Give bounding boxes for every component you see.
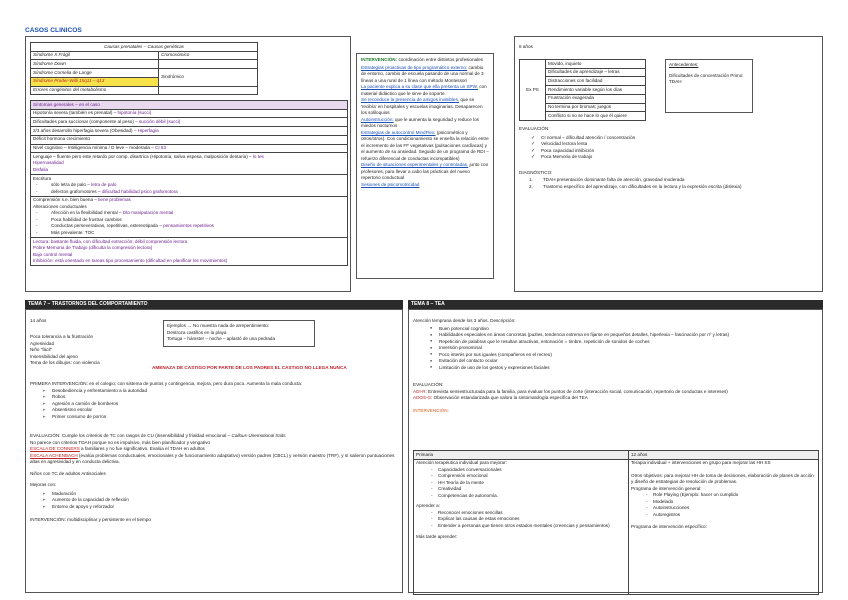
evaluacion-item: ✓ Poca capacidad inhibición bbox=[529, 148, 819, 155]
sintoma-text: Disfalia bbox=[33, 166, 49, 172]
adir-text: Entrevista semiestructurada para la familia, para evaluar los puntos de corte (interacción social, comunicación, repertorio de conductas e intereses) bbox=[426, 388, 728, 394]
sintoma-text: Déficit hormona crecimiento bbox=[33, 136, 90, 142]
alteracion-item: - Poca habilidad de frustrar cambios bbox=[33, 217, 345, 224]
diseno-label: Diseño de situaciones experimentales y controladas, bbox=[361, 162, 469, 168]
col1-item: - Competencias de autonomía. bbox=[428, 493, 626, 500]
sintoma-text: Nivel cognitivo – Inteligencia mínima / D leve – moderada – bbox=[33, 145, 156, 151]
autoinstruccion-text: que le aumenta la seguridad y reduce los miedos nocturnos bbox=[361, 116, 479, 129]
col2-item: - Modelado bbox=[643, 499, 816, 506]
eval-label: EVALUACIÓN: bbox=[30, 433, 61, 439]
alteracion-item: - Conductas perseverativas, repetitivas, estereotipada – pensamientos repetitivos bbox=[33, 223, 345, 230]
sintoma-text: Lenguaje – fluente pero este retardo por comp. disartrica (Hipotonía, saliva espesa, malposición dentaria) – bbox=[33, 153, 253, 159]
interv-label: INTERVENCIÓN: bbox=[30, 517, 66, 523]
aprender-item: - Entender a personas que tienen otros estados mentales (creencias y pensamientos) bbox=[428, 523, 626, 530]
escritura-item: - sólo letra de palo – letra de palo bbox=[33, 182, 345, 189]
adir-label: ADI-R: bbox=[413, 388, 427, 394]
autoinstruccion-label: Autoinstrucción: bbox=[361, 116, 394, 122]
aprender-item: - Reconocer emociones sencillas bbox=[428, 510, 626, 517]
col2-espec: Programa de intervención específico: bbox=[631, 524, 707, 530]
rasgo-item: Poca tolerancia a la frustración bbox=[30, 334, 94, 339]
ejemplo-line: Destroza castillos en la playa bbox=[167, 329, 227, 335]
col2-item: - Autoinstrucciones bbox=[643, 505, 816, 512]
col2-item: - Autoregistros bbox=[643, 512, 816, 519]
escritura-item: - defectos grafomotores – dificultad habilidad psico grafomotora bbox=[33, 189, 345, 196]
alteracion-item: - Más prevalente: TOC bbox=[33, 230, 345, 237]
ex-item: No termina por bromas; juegos bbox=[546, 103, 646, 112]
desc-item: ● Habilidades especiales en áreas concretas (puzles, tendencia extrema en fijarse en pequeños detalles, hiperlexia – fascinación por nº y letras) bbox=[427, 332, 819, 339]
mejora-item: ➢ Entorno de apoyo y reforzador bbox=[40, 504, 398, 511]
desc-item: ● Inversión pronominal bbox=[427, 345, 819, 352]
interv-label: INTERVENCIÓN: bbox=[413, 407, 449, 413]
page-title: CASOS CLINICOS bbox=[25, 27, 82, 34]
sintoma-highlight: hipotonía (succi) bbox=[117, 110, 152, 116]
col1-intro: Atención terapéutica individual para mejorar: bbox=[416, 460, 507, 466]
conducta-item: ➢ Desobediencia y enfrentamiento a la autoridad bbox=[40, 388, 398, 395]
causas-header: Causas prenatales – Causas genéticas bbox=[31, 43, 258, 52]
conners-text: a familiares y no fue significativo. Evalúa el TDAH en adultos bbox=[79, 446, 205, 452]
antecedentes-box bbox=[665, 59, 753, 113]
eval-text: Cumple los criterios de TC con rasgos de CU (insensibilidad y frialdad emocional – bbox=[60, 433, 232, 439]
achenbach-text: (evalúa problemas conductuales, emocionales y de funcionamiento adaptativo) versión padres (CBCL) y versión maestro (TRF), y sí salieron puntuaciones altas en agresividad y en conducta delictiva. bbox=[30, 452, 395, 465]
col-12-head: 12 años bbox=[629, 451, 819, 460]
comprension-text: Comprensión s.e. bien buena – bbox=[33, 197, 99, 203]
ex-item: Rendimiento variable según los días bbox=[546, 86, 646, 95]
ex-item: Dificultades de aprendizaje – letras bbox=[546, 68, 646, 77]
intervencion-label: INTERVENCIÓN: bbox=[361, 57, 398, 62]
alteraciones-title: Alteraciones conductuales bbox=[33, 203, 87, 209]
cromosomico-label: Cromosómico bbox=[159, 51, 258, 60]
lectura-line: Pobre Memoria de Trabajo (dificulta la compresión lectora) bbox=[33, 245, 153, 251]
conducta-item: ➢ Agresión a camión de bomberos bbox=[40, 401, 398, 408]
amigos-label: Se reconduce la presencia de amigos invisibles, bbox=[361, 97, 460, 103]
ninos-text: Niños con TC de adultos Antisociales bbox=[30, 470, 106, 476]
mejora-item: ➢ Aumento de la capacidad de reflexión bbox=[40, 497, 398, 504]
estrategias-text: cambio de entorno, cambio de escuela pasando de una normal de 3 líneas a una rural de 1 línea con método Montessori bbox=[361, 64, 484, 83]
syndrome-row-highlight: Síndrome Prader-Willi 15q11 – q13 bbox=[31, 77, 159, 86]
ados-label: ADOS-G: bbox=[413, 395, 433, 401]
conducta-item: ➢ Primer consumo de porros bbox=[40, 414, 398, 421]
diagnostico-item: 1. TDAH presentación dominante falta de atención, gravedad moderada bbox=[529, 177, 685, 183]
sintoma-highlight: Hiperfagia bbox=[137, 127, 159, 133]
sintoma-text: Hipotonía severa (también es prenatal) – bbox=[33, 110, 118, 116]
ejemplos-box bbox=[163, 320, 315, 347]
lectura-line: Inhibición: está orientado en tareas tipo procesamiento (dificultad en planificar los movimientos) bbox=[33, 258, 228, 264]
antecedentes-label: Antecedentes: bbox=[669, 62, 699, 67]
tema7-body bbox=[30, 381, 398, 524]
conducta-item: ➢ Robos bbox=[40, 394, 398, 401]
desc-item: ● Buen potencial cognitivo bbox=[427, 326, 819, 333]
syndrome-row: Síndrome X Frágil bbox=[31, 51, 159, 60]
syndrome-row: Síndrome Cornelia de Lange bbox=[31, 69, 159, 78]
sintomas-table bbox=[30, 100, 348, 266]
conducta-item: ➢ Absentismo escolar bbox=[40, 407, 398, 414]
interv-text: multidisciplinar y persistente en el tiempo bbox=[65, 517, 151, 523]
ex-label: Ex PS bbox=[520, 60, 546, 121]
syndrome-row: Errores congénitos del metabolismo bbox=[31, 86, 159, 95]
exploracion-table bbox=[519, 59, 646, 121]
col-primaria-head: Primaria bbox=[414, 451, 629, 460]
sintoma-text: Hipernasalidad bbox=[33, 160, 64, 166]
col2-intro: Terapia individual + intervenciones en grupo para mejorar las HH SS bbox=[631, 460, 771, 466]
ex-item: Movido, inquieto bbox=[546, 60, 646, 69]
syndrome-row: Síndrome Down bbox=[31, 60, 159, 69]
col1-item: - HH Teoría de la mente bbox=[428, 480, 626, 487]
evaluacion-item: ✓ CI normal – dificultad atención / concentración bbox=[529, 135, 819, 142]
tema7-rasgos bbox=[30, 334, 150, 367]
psicomotricidad-label: Sesiones de psicomotricidad bbox=[361, 181, 420, 187]
sintoma-text: Dificultades para succionar (componente al peso) – bbox=[33, 119, 139, 124]
antecedentes-text: Dificultades de concentración Primo: TDAH bbox=[669, 72, 744, 85]
eval-label: EVALUACIÓN: bbox=[413, 382, 444, 388]
sintoma-text: 2/3 años desarrollo hiperfagia severa (Obesidad) – bbox=[33, 127, 138, 133]
col1-item: - Comprensión emocional bbox=[428, 473, 626, 480]
col1-item: - Creatividad bbox=[428, 486, 626, 493]
col1-item: - Capacidades conversacionales bbox=[428, 467, 626, 474]
lectura-line: Bajo control mental bbox=[33, 251, 73, 257]
intervencion-text: coordinación entre distintos profesionales bbox=[397, 57, 483, 62]
age-label: 8 años bbox=[519, 44, 533, 49]
ejemplo-line: Ejemplos → No muestra nada de arrepentimiento: bbox=[167, 323, 270, 328]
rasgo-item: Niño "fácil" bbox=[30, 347, 53, 353]
sintoma-highlight: lo tes bbox=[252, 153, 264, 159]
mejora-item: ➢ Maduración bbox=[40, 491, 398, 498]
lectura-line: Lectura: bastante fluida, con dificultad extracción; débil comprensión lectora bbox=[33, 238, 188, 244]
sintomas-title: Síntomas generales – en el caso bbox=[31, 101, 348, 110]
conners-label: ESCALA DE CONNERS bbox=[30, 446, 80, 452]
primera-text: en el colegio; con sistema de puntos y contingencia, mejora, pero dura poco. Aumenta la mala conducta: bbox=[87, 381, 303, 386]
mindflex-text: (psicométrico y otros/otros). Con condicionamiento se enseña la relación entre el incremento de las FF vegetativas (pulsaciones cardíacas) y el aumento de su ansiedad. Seguido de un programa de RDI – refuerzo diferencial de conductas incompatibles) bbox=[361, 129, 489, 161]
ados-text: Observación estandarizada que valora la sintomatología específica del TEA bbox=[432, 395, 588, 401]
ex-item: Conflicto si no se hace lo que él quiere bbox=[546, 112, 646, 121]
tema8-bar: TEMA 8 – TEA bbox=[408, 300, 823, 309]
escritura-title: Escritura bbox=[33, 175, 52, 181]
aprender-item: - Explicar las causas de estas emociones bbox=[428, 516, 626, 523]
evaluacion-item: ✓ Velocidad lectora lenta bbox=[529, 141, 819, 148]
rasgo-item: Insensibilidad del ajeno bbox=[30, 353, 78, 359]
evaluacion-item: ✓ Poca Memoria de trabajo bbox=[529, 154, 819, 161]
sintoma-highlight: CI 63 bbox=[155, 145, 167, 151]
desc-item: ● Repetición de palabras que le resultan atractivas, entonación = timbre, repetición de sonidos de coches bbox=[427, 339, 819, 346]
evaluacion-section bbox=[519, 126, 819, 190]
diagnostico-label: DIAGNÓSTICO: bbox=[519, 169, 553, 175]
aprender-label: Aprender a: bbox=[416, 503, 441, 509]
col2-prog: Programa de intervención general: bbox=[631, 485, 702, 491]
evaluacion-label: EVALUACIÓN: bbox=[519, 126, 550, 131]
achenbach-label: ESCALA ACHENBACH bbox=[30, 452, 78, 458]
desc-item: ● Evitación del contacto ocular bbox=[427, 358, 819, 365]
amigos-text: que se 'recibía' en hospitales y escuelas imaginarias. Desaparecen los soliloquios bbox=[361, 97, 483, 116]
mindflex-label: Estrategias de autocontrol MindFlex: bbox=[361, 129, 436, 135]
mas-tarde-label: Más tarde aprender: bbox=[416, 534, 458, 540]
sintoma-highlight: succión débil (succi) bbox=[138, 119, 181, 124]
tema7-bar: TEMA 7 – TRASTORNOS DEL COMPORTAMIENTO bbox=[25, 300, 403, 309]
mejoras-label: Mejoras con: bbox=[30, 482, 57, 488]
intervencion-table bbox=[413, 450, 819, 595]
intervencion-box bbox=[356, 53, 494, 279]
sindromico-label: Sindrómico bbox=[159, 69, 258, 86]
eval-text-italic: Callous-Unemotional traits. bbox=[231, 433, 287, 439]
clase-text: con material didáctico que le sirve de soporte. bbox=[361, 84, 487, 96]
tema7-age: 14 años bbox=[30, 318, 47, 323]
rasgo-item: Tema de los dibujos: con violencia bbox=[30, 360, 100, 366]
comprension-highlight: tiene problemas bbox=[98, 197, 131, 203]
atencion-text: Atención temprana desde los 3 años. Descripción: bbox=[413, 318, 516, 323]
primera-label: PRIMERA INTERVENCIÓN: bbox=[30, 381, 88, 386]
diseno-text: junto con profesores, para llevar a cabo las prácticas del nuevo repertorio conductual bbox=[361, 162, 489, 181]
ex-item: Frustración exagerada bbox=[546, 94, 646, 103]
rasgo-item: Agresividad bbox=[30, 340, 55, 346]
col2-otros: Otros objetivos: para mejorar HH de toma de decisiones, elaboración de planes de acción y diseño de estrategias de resolución de problemas. bbox=[631, 472, 814, 485]
col2-item: - Role Playing (Ejemplo: hacer un cumplido bbox=[643, 492, 816, 499]
desc-item: ● Poco interés por sus iguales (compañeros en el recreo) bbox=[427, 352, 819, 359]
causas-table bbox=[30, 42, 258, 95]
estrategias-label: Estrategias proactivas de tipo programático externo: bbox=[361, 64, 468, 70]
ejemplo-line: Tortuga – hámster – noche – aplastó de una pedrada bbox=[167, 336, 276, 342]
eval-text: No parece con criterios TDAH porque no es impulsivo, más bien planificador y vengativo bbox=[30, 439, 210, 445]
alteracion-item: - Afección en la flexibilidad mental – Dto manipulación mental bbox=[33, 210, 345, 217]
desc-item: ● Limitación de uso de los gestos y expresiones faciales bbox=[427, 365, 819, 372]
ex-item: Distracciones con facilidad bbox=[546, 77, 646, 86]
clase-label: La paciente explica a su clase que ella presenta un SPW, bbox=[361, 84, 478, 90]
amenaza-text: AMENAZA DE CASTIGO POR PARTE DE LOS PADRES EL CASTIGO NO LLEGA NUNCA bbox=[152, 365, 347, 370]
tema8-body bbox=[413, 318, 819, 414]
diagnostico-item: 2. Trastorno específico del aprendizaje, con dificultades en la lectura y la expresión escrita (dislexia) bbox=[529, 183, 742, 189]
